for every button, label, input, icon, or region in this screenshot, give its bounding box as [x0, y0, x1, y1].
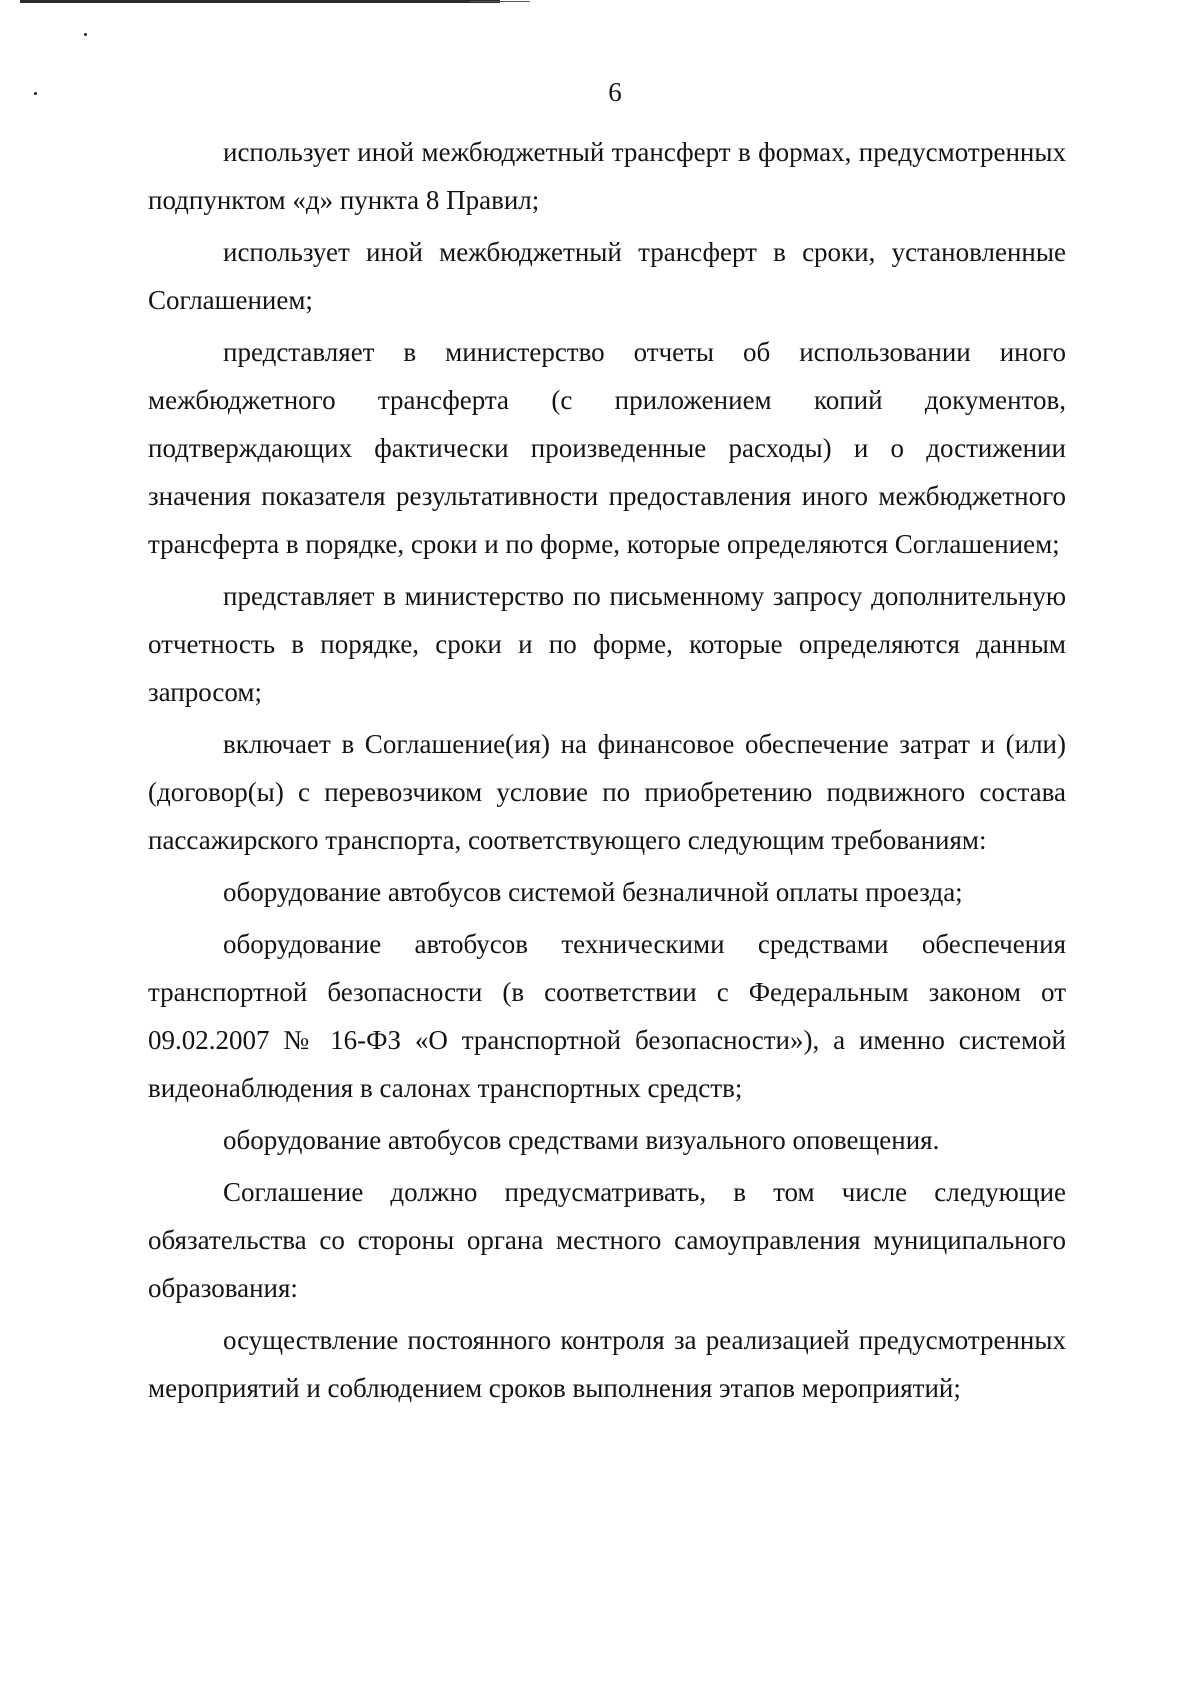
paragraph-6: оборудование автобусов системой безналичной оплаты проезда;	[223, 877, 963, 907]
paragraph-8: оборудование автобусов средствами визуального оповещения.	[223, 1125, 940, 1155]
scan-edge-line-thin	[470, 1, 530, 2]
paragraph-2: использует иной межбюджетный трансферт в сроки, установленные Соглашением;	[148, 237, 1066, 315]
scan-speck	[84, 33, 87, 36]
paragraph-3: представляет в министерство отчеты об использовании иного межбюджетного трансферта (с приложением копий документов, подтверждающих фактически произведенные расходы) и о достижении значения показателя результативности предоставления иного межбюджетного трансферта в порядке, сроки и по форме, которые определяются Соглашением;	[148, 337, 1066, 559]
document-body	[148, 128, 1066, 1416]
paragraph-10: осуществление постоянного контроля за реализацией предусмотренных мероприятий и соблюдением сроков выполнения этапов мероприятий;	[148, 1325, 1066, 1403]
paragraph-5: включает в Соглашение(ия) на финансовое обеспечение затрат и (или) (договор(ы) с перевозчиком условие по приобретению подвижного состава пассажирского транспорта, соответствующего следующим требованиям:	[148, 729, 1066, 855]
paragraph-9: Соглашение должно предусматривать, в том числе следующие обязательства со стороны органа местного самоуправления муниципального образования:	[148, 1177, 1066, 1303]
paragraph-4: представляет в министерство по письменному запросу дополнительную отчетность в порядке, сроки и по форме, которые определяются данным запросом;	[148, 581, 1066, 707]
scan-edge-line	[20, 0, 500, 3]
paragraph-7: оборудование автобусов техническими средствами обеспечения транспортной безопасности (в соответствии с Федеральным законом от 09.02.2007 № 16-ФЗ «О транспортной безопасности»), а именно системой видеонаблюдения в салонах транспортных средств;	[148, 929, 1066, 1103]
page-number: 6	[608, 77, 622, 107]
paragraph-1: использует иной межбюджетный трансферт в формах, предусмотренных подпунктом «д» пункта 8 Правил;	[148, 137, 1066, 215]
